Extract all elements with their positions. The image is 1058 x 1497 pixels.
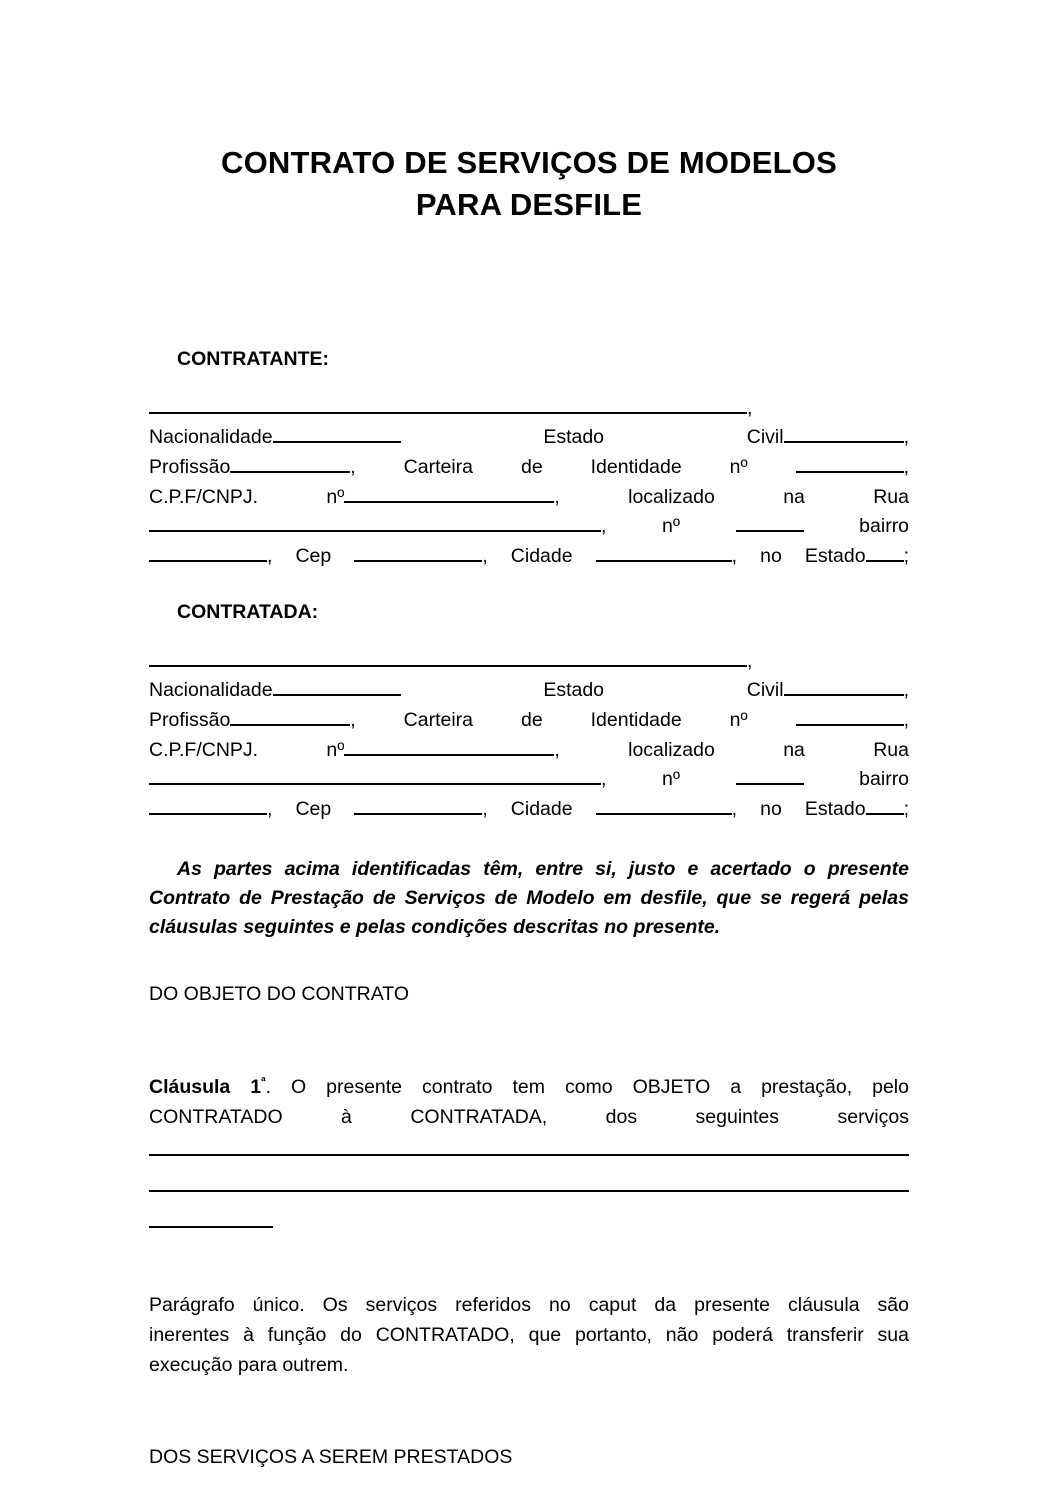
clause-1-paragraph: [149, 1072, 909, 1132]
label-numero-casa: nº: [662, 768, 680, 791]
contratada-city-line: [149, 795, 909, 825]
cidade-blank[interactable]: [596, 544, 732, 562]
label-identidade: Identidade: [590, 709, 682, 732]
label-rua: Rua: [873, 485, 909, 508]
document-content: [149, 0, 909, 1472]
spacer-blank-1: [149, 1132, 909, 1154]
name-blank[interactable]: [149, 396, 747, 414]
contratada-street-line: [149, 765, 909, 795]
name-suffix: ,: [747, 396, 753, 419]
label-de: de: [520, 709, 543, 732]
label-no-estado: , no Estado: [731, 544, 866, 567]
contratante-street-line: [149, 512, 909, 542]
label-cep: , Cep: [267, 797, 332, 820]
contratante-cpf-line: [149, 483, 909, 513]
title-line-2: PARA DESFILE: [415, 187, 643, 223]
label-cpf-cnpj: C.P.F/CNPJ.: [149, 485, 259, 508]
nationality-suffix: ,: [903, 426, 910, 449]
clause-1-line-2: CONTRATADO à CONTRATADA, dos seguintes serviços: [149, 1105, 909, 1128]
paragrafo-unico-line-2: inerentes à função do CONTRATADO, que portanto, não poderá transferir sua: [149, 1324, 909, 1347]
label-cpf-numero: nº: [326, 485, 345, 508]
title-line-1: CONTRATO DE SERVIÇOS DE MODELOS: [221, 145, 837, 180]
clause-1-line-1-rest: . O presente contrato tem como OBJETO a prestação, pelo: [265, 1075, 909, 1098]
label-rua: Rua: [873, 738, 909, 761]
profissao-blank[interactable]: [230, 708, 350, 726]
contratante-city-line: [149, 542, 909, 572]
contratada-cpf-line: [149, 736, 909, 766]
clause-1-ordinal: ª: [261, 1074, 266, 1089]
spacer-objeto: [149, 1010, 909, 1072]
cidade-blank[interactable]: [596, 797, 732, 815]
label-carteira: , Carteira: [350, 709, 474, 732]
contratante-name-line: [149, 394, 909, 424]
paragrafo-unico: [149, 1290, 909, 1381]
label-bairro: bairro: [859, 768, 910, 791]
label-profissao: Profissão: [149, 709, 231, 732]
name-suffix: ,: [747, 649, 753, 672]
numero-blank[interactable]: [736, 514, 804, 532]
identidade-blank[interactable]: [796, 455, 904, 473]
estado-blank[interactable]: [866, 544, 904, 562]
profissao-blank[interactable]: [230, 455, 350, 473]
cep-blank[interactable]: [354, 544, 482, 562]
contratante-heading: CONTRATANTE:: [177, 348, 330, 371]
estado-civil-blank[interactable]: [784, 678, 904, 696]
label-cep: , Cep: [267, 544, 332, 567]
paragrafo-unico-line-3: execução para outrem.: [149, 1354, 349, 1377]
nationality-suffix: ,: [903, 679, 910, 702]
label-civil: Civil: [746, 679, 784, 702]
contratante-profession-line: [149, 453, 909, 483]
cpf-suffix: ,: [554, 485, 560, 508]
spacer-paragrafo: [149, 1228, 909, 1290]
cpf-blank[interactable]: [344, 485, 554, 503]
section-heading-objeto: DO OBJETO DO CONTRATO: [149, 983, 410, 1006]
cpf-suffix: ,: [554, 738, 560, 761]
label-identidade: Identidade: [590, 455, 682, 478]
label-profissao: Profissão: [149, 455, 231, 478]
label-nacionalidade: Nacionalidade: [149, 679, 273, 702]
contratada-fields: [149, 647, 909, 825]
label-localizado: localizado: [628, 738, 715, 761]
label-civil: Civil: [746, 426, 784, 449]
label-nacionalidade: Nacionalidade: [149, 426, 273, 449]
spacer-blank-3: [149, 1192, 909, 1226]
label-carteira: , Carteira: [350, 455, 474, 478]
contratada-nationality-line: [149, 676, 909, 706]
estado-civil-blank[interactable]: [784, 425, 904, 443]
section-heading-servicos: DOS SERVIÇOS A SEREM PRESTADOS: [149, 1445, 513, 1468]
label-na: na: [783, 738, 805, 761]
bairro-blank[interactable]: [149, 544, 267, 562]
label-numero-identidade: nº: [729, 455, 748, 478]
label-cpf-numero: nº: [326, 738, 345, 761]
label-cidade: , Cidade: [482, 797, 573, 820]
spacer-blank-2: [149, 1156, 909, 1190]
name-blank[interactable]: [149, 649, 747, 667]
label-estado: Estado: [543, 679, 605, 702]
estado-blank[interactable]: [866, 797, 904, 815]
contratada-heading: CONTRATADA:: [177, 601, 319, 624]
rua-blank[interactable]: [149, 514, 601, 532]
profession-suffix: ,: [903, 455, 910, 478]
nacionalidade-blank[interactable]: [273, 425, 401, 443]
label-cidade: , Cidade: [482, 544, 573, 567]
label-numero-identidade: nº: [729, 709, 748, 732]
label-na: na: [783, 485, 805, 508]
rua-blank[interactable]: [149, 767, 601, 785]
clause-1-line-1: [149, 1072, 909, 1102]
spacer-servicos: [149, 1381, 909, 1443]
profession-suffix: ,: [903, 709, 910, 732]
identidade-blank[interactable]: [796, 708, 904, 726]
paragrafo-unico-line-1: Parágrafo único. Os serviços referidos no caput da presente cláusula são: [149, 1294, 909, 1317]
city-suffix: ;: [903, 544, 910, 567]
label-numero-casa: nº: [662, 515, 680, 538]
street-suffix: ,: [601, 515, 607, 538]
bairro-blank[interactable]: [149, 797, 267, 815]
label-cpf-cnpj: C.P.F/CNPJ.: [149, 738, 259, 761]
cpf-blank[interactable]: [344, 738, 554, 756]
title-spacer: [149, 226, 909, 348]
contratada-profession-line: [149, 706, 909, 736]
contratada-name-line: [149, 647, 909, 677]
city-suffix: ;: [903, 797, 910, 820]
clause-1-label: Cláusula 1: [149, 1075, 262, 1098]
numero-blank[interactable]: [736, 767, 804, 785]
label-estado: Estado: [543, 426, 605, 449]
label-bairro: bairro: [859, 515, 910, 538]
contratante-fields: [149, 394, 909, 572]
street-suffix: ,: [601, 768, 607, 791]
intro-paragraph: As partes acima identificadas têm, entre si, justo e acertado o presente Contrato de Prestação de Serviços de Modelo em desfile, que se regerá pelas cláusulas seguintes e pelas condições descritas no presente.: [149, 857, 909, 939]
page-title: [149, 0, 909, 226]
cep-blank[interactable]: [354, 797, 482, 815]
label-de: de: [520, 455, 543, 478]
label-localizado: localizado: [628, 485, 715, 508]
label-no-estado: , no Estado: [731, 797, 866, 820]
nacionalidade-blank[interactable]: [273, 678, 401, 696]
contratante-nationality-line: [149, 423, 909, 453]
